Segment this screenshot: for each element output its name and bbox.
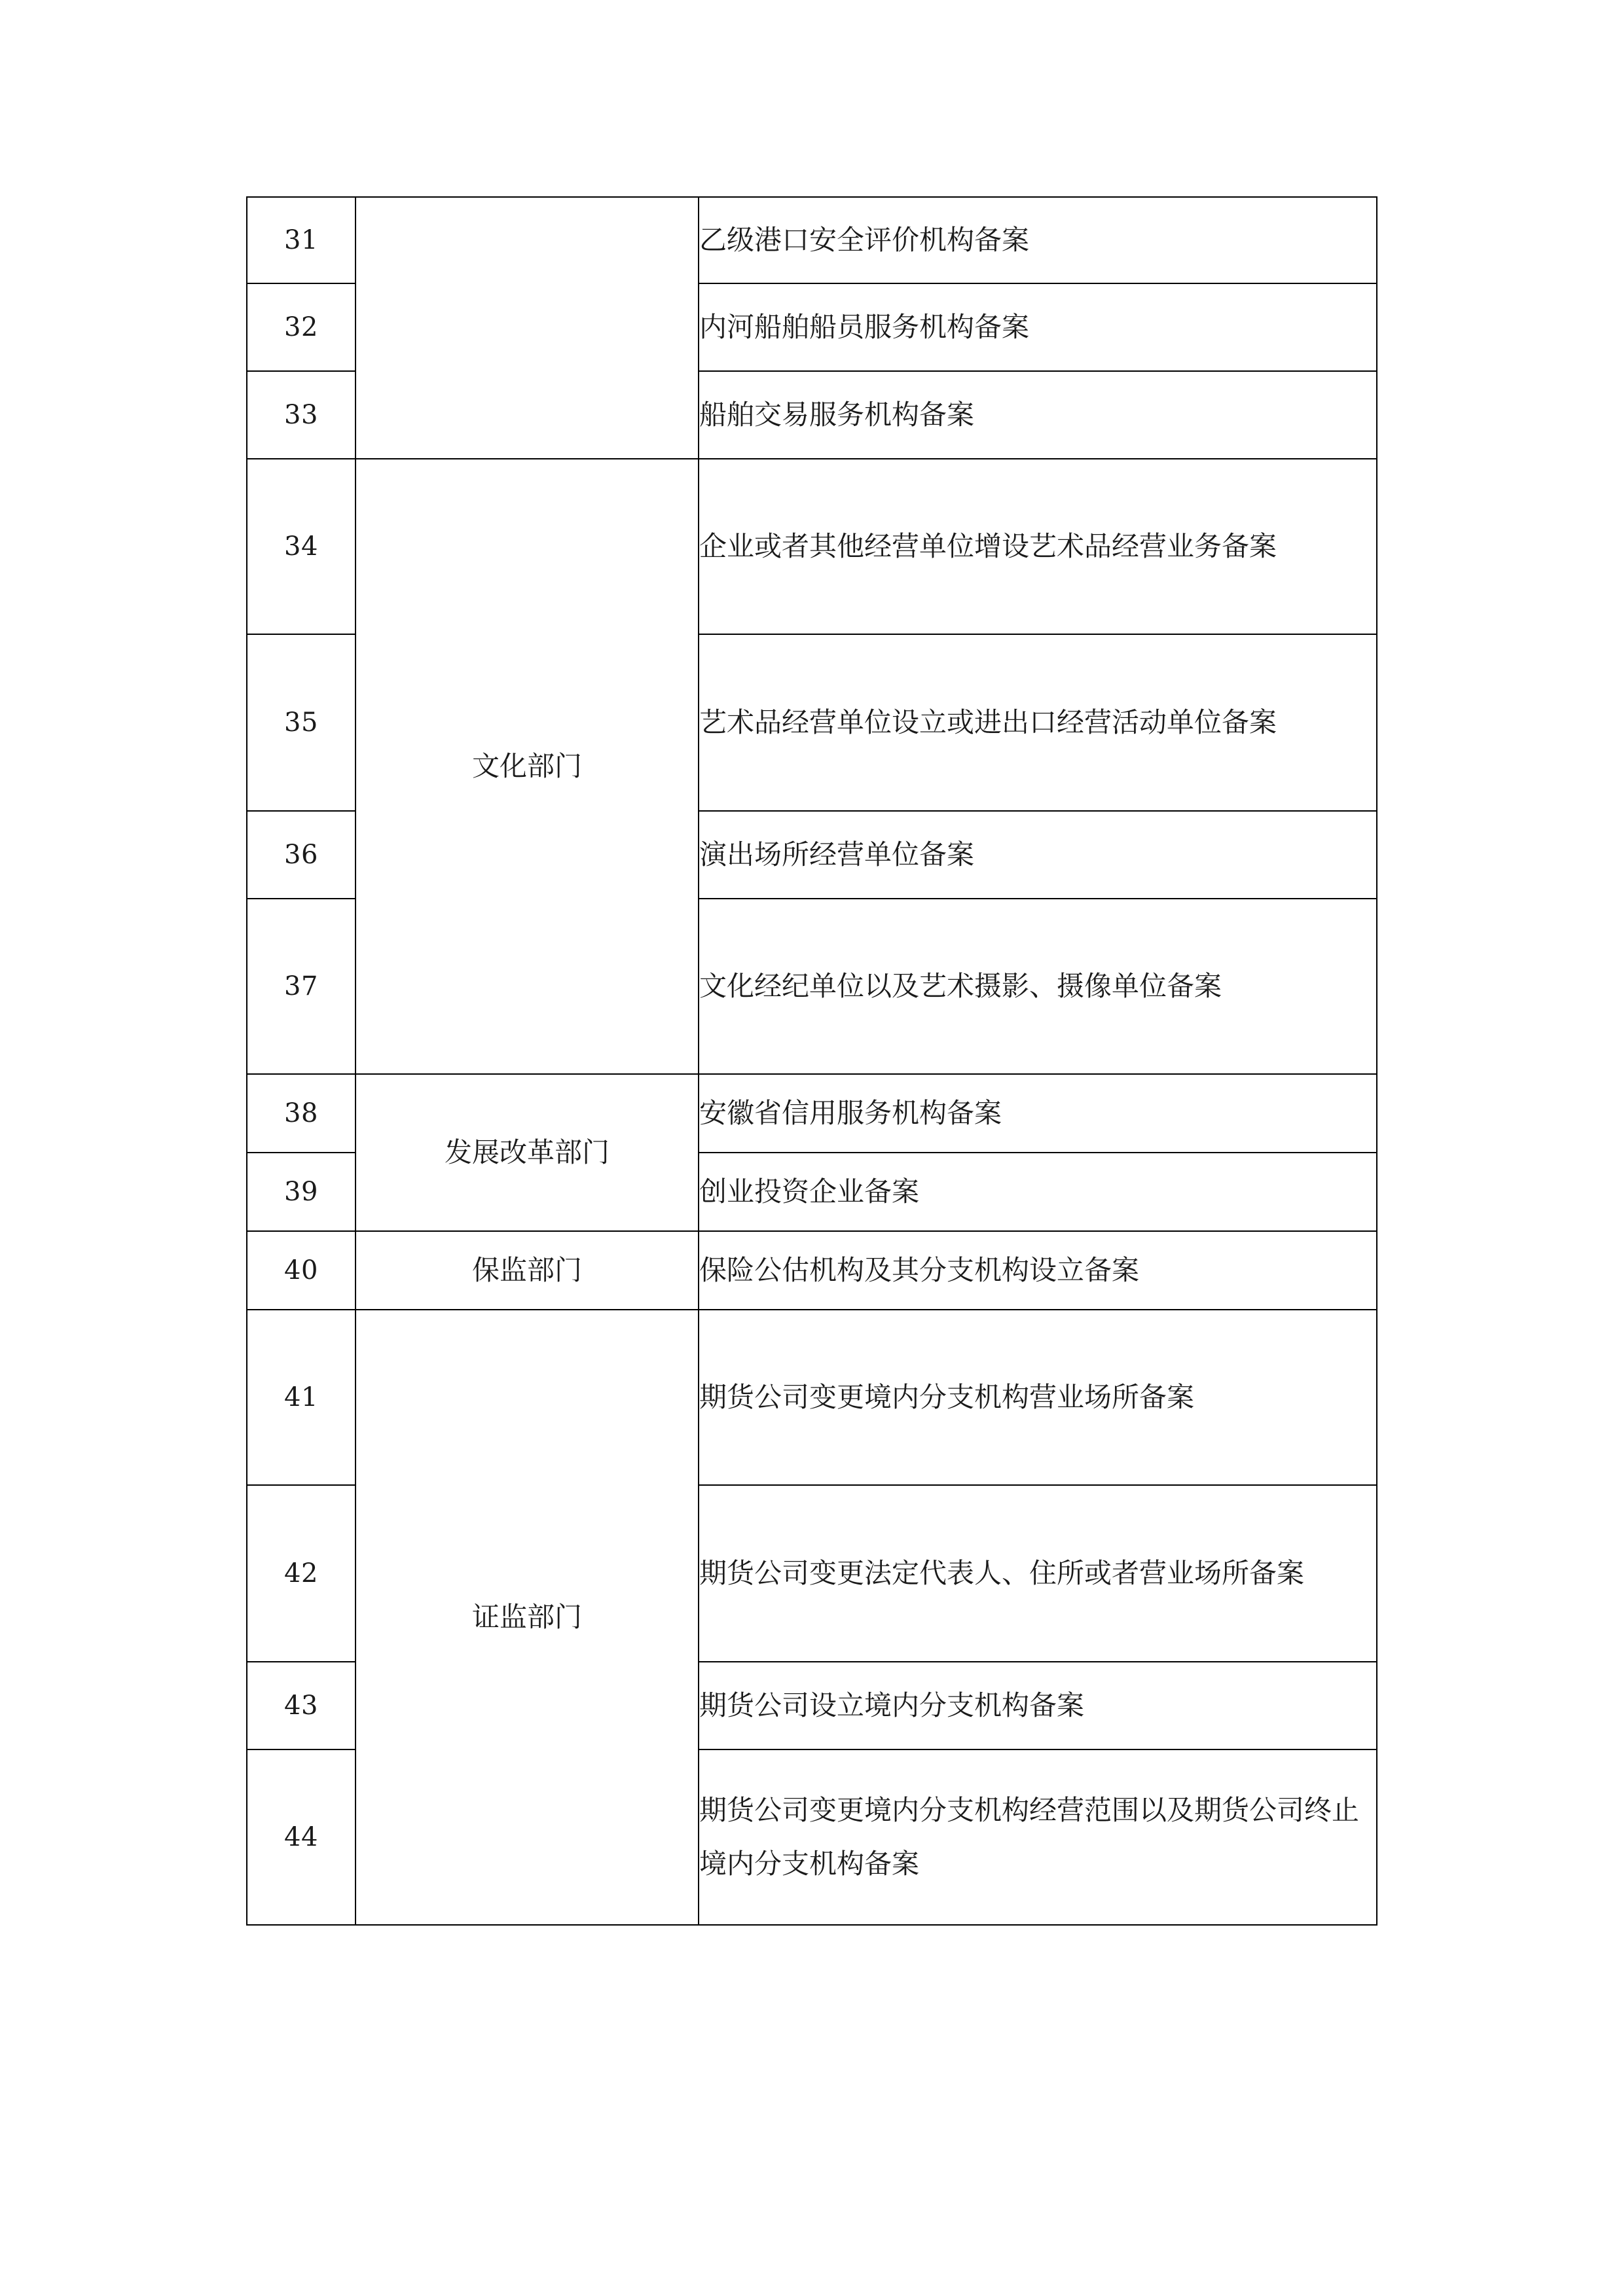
table-row xyxy=(247,1231,1377,1310)
cell-item-name: 内河船舶船员服务机构备案 xyxy=(699,283,1377,371)
cell-sequence-number: 41 xyxy=(247,1310,356,1485)
table-row xyxy=(247,1074,1377,1153)
cell-sequence-number: 37 xyxy=(247,899,356,1074)
cell-item-name: 文化经纪单位以及艺术摄影、摄像单位备案 xyxy=(699,899,1377,1074)
cell-sequence-number: 40 xyxy=(247,1231,356,1310)
cell-department: 证监部门 xyxy=(356,1310,699,1925)
cell-sequence-number: 36 xyxy=(247,811,356,899)
registration-items-table-wrapper xyxy=(246,196,1376,1926)
cell-item-name: 船舶交易服务机构备案 xyxy=(699,371,1377,459)
cell-item-name: 期货公司变更法定代表人、住所或者营业场所备案 xyxy=(699,1485,1377,1662)
cell-sequence-number: 35 xyxy=(247,634,356,811)
cell-item-name: 乙级港口安全评价机构备案 xyxy=(699,197,1377,283)
cell-item-name: 保险公估机构及其分支机构设立备案 xyxy=(699,1231,1377,1310)
cell-department: 发展改革部门 xyxy=(356,1074,699,1231)
cell-item-name: 企业或者其他经营单位增设艺术品经营业务备案 xyxy=(699,459,1377,634)
cell-item-name: 期货公司设立境内分支机构备案 xyxy=(699,1662,1377,1749)
cell-sequence-number: 39 xyxy=(247,1153,356,1231)
cell-item-name: 创业投资企业备案 xyxy=(699,1153,1377,1231)
cell-department: 保监部门 xyxy=(356,1231,699,1310)
cell-item-name: 期货公司变更境内分支机构营业场所备案 xyxy=(699,1310,1377,1485)
table-row xyxy=(247,1310,1377,1485)
cell-item-name: 艺术品经营单位设立或进出口经营活动单位备案 xyxy=(699,634,1377,811)
cell-sequence-number: 42 xyxy=(247,1485,356,1662)
cell-item-name: 演出场所经营单位备案 xyxy=(699,811,1377,899)
cell-department: 文化部门 xyxy=(356,459,699,1074)
cell-sequence-number: 44 xyxy=(247,1749,356,1925)
cell-sequence-number: 32 xyxy=(247,283,356,371)
table-row xyxy=(247,197,1377,283)
cell-item-name: 期货公司变更境内分支机构经营范围以及期货公司终止境内分支机构备案 xyxy=(699,1749,1377,1925)
table-row xyxy=(247,459,1377,634)
table-body xyxy=(247,197,1377,1925)
cell-item-name: 安徽省信用服务机构备案 xyxy=(699,1074,1377,1153)
cell-sequence-number: 31 xyxy=(247,197,356,283)
cell-sequence-number: 38 xyxy=(247,1074,356,1153)
cell-sequence-number: 43 xyxy=(247,1662,356,1749)
cell-department xyxy=(356,197,699,459)
cell-sequence-number: 33 xyxy=(247,371,356,459)
registration-items-table xyxy=(246,196,1377,1926)
cell-sequence-number: 34 xyxy=(247,459,356,634)
